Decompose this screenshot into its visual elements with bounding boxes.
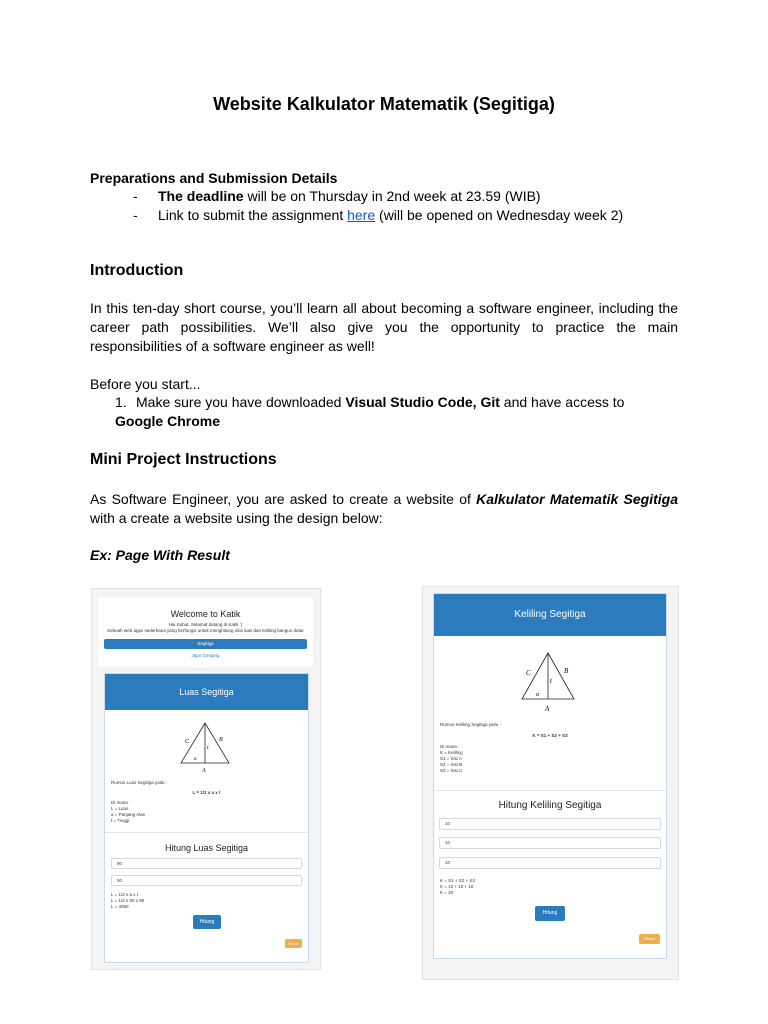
dimana-line: t = Tinggi	[111, 818, 130, 823]
tri-label-a: A	[545, 705, 550, 713]
submit-text-after: (will be opened on Wednesday week 2)	[375, 207, 624, 223]
dimana-line: S2 = Sisi B	[440, 762, 463, 767]
tri-label-alpha: α	[194, 757, 197, 762]
luas-dimana	[111, 800, 145, 824]
keliling-result	[440, 878, 475, 896]
dimana-line: K = Keliling	[440, 750, 463, 755]
result-line: L = 1/2 x a x t	[111, 892, 138, 897]
welcome-jumbotron	[98, 597, 313, 667]
keliling-card-header: Keliling Segitiga	[434, 594, 666, 636]
divider	[434, 790, 666, 791]
dimana-line: Di mana :	[111, 800, 131, 805]
luas-result	[111, 892, 144, 910]
welcome-title: Welcome to Katik	[170, 609, 241, 619]
luas-input-tinggi[interactable]: 90	[111, 875, 302, 886]
luas-triangle-diagram	[177, 719, 237, 777]
list-text-1: Make sure you have downloaded	[136, 394, 346, 410]
list-text-2: and have access to	[499, 394, 625, 410]
deadline-bold: The deadline	[158, 188, 244, 204]
result-line: K = 30	[440, 890, 454, 895]
screenshot-luas	[91, 588, 321, 970]
tri-label-t: t	[207, 745, 209, 751]
keliling-card	[433, 593, 667, 959]
bullet-dash: -	[133, 207, 138, 223]
mini-text-2: with a create a website using the design below:	[90, 510, 383, 526]
mini-text-1: As Software Engineer, you are asked to create a website of	[90, 491, 477, 507]
keliling-reset-button[interactable]: Reset	[639, 934, 660, 944]
tri-label-c: C	[526, 669, 531, 677]
keliling-formula: K = S1 + S2 + S3	[532, 733, 568, 738]
luas-reset-button[interactable]: Reset	[285, 939, 302, 948]
bullet-submit-link	[133, 207, 623, 223]
nav-jajar-genjang-link[interactable]: Jajar Genjang	[191, 653, 220, 658]
keliling-hitung-button[interactable]: Hitung	[535, 906, 565, 921]
dimana-line: S1 = Sisi A	[440, 756, 462, 761]
luas-hitung-button[interactable]: Hitung	[193, 915, 221, 929]
luas-hitung-heading: Hitung Luas Segitiga	[164, 843, 249, 853]
list-bold-2: Google Chrome	[115, 413, 221, 429]
intro-paragraph: In this ten-day short course, you’ll learn all about becoming a software engineer, including the career path possibilities. We’ll also give you the opportunity to practice the main responsibilities of a software engineer as well!	[90, 300, 678, 354]
mini-project-heading: Mini Project Instructions	[90, 451, 277, 468]
submit-here-link[interactable]: here	[347, 207, 376, 223]
nav-segitiga-button[interactable]: Segitiga	[104, 639, 307, 649]
luas-rumus-label: Rumus Luas Segitiga yaitu :	[111, 780, 168, 785]
tri-label-a: A	[202, 768, 206, 774]
tri-label-b: B	[219, 737, 223, 743]
dimana-line: a = Panjang Alas	[111, 812, 145, 817]
tri-label-t: t	[550, 677, 552, 685]
keliling-dimana	[440, 744, 463, 774]
keliling-hitung-heading: Hitung Keliling Segitiga	[498, 800, 602, 811]
welcome-sub1: Hai Sobat, Selamat datang di Katik :)	[168, 622, 243, 627]
luas-input-alas[interactable]: 90	[111, 858, 302, 869]
screenshot-keliling	[422, 586, 679, 980]
keliling-input-s3[interactable]: 10	[439, 857, 661, 869]
tri-label-c: C	[185, 739, 190, 745]
prep-heading: Preparations and Submission Details	[90, 170, 338, 186]
list-bold-1: Visual Studio Code, Git	[345, 394, 500, 410]
luas-formula: L = 1/2 x a x t	[192, 790, 221, 795]
divider	[105, 832, 308, 833]
tri-label-alpha: α	[536, 692, 540, 698]
submit-text-before: Link to submit the assignment	[158, 207, 348, 223]
welcome-sub2: Sebuah web apps sederhana yang berfungsi untuk menghitung nilai luas dan keliling bangun datar	[107, 628, 304, 633]
before-start-text: Before you start...	[90, 376, 201, 392]
keliling-input-s2[interactable]: 10	[439, 837, 661, 849]
dimana-line: L = Luas	[111, 806, 129, 811]
result-line: L = 1/2 x 90 x 90	[111, 898, 145, 903]
dimana-line: Di mana :	[440, 744, 460, 749]
intro-heading: Introduction	[90, 262, 184, 279]
keliling-triangle-diagram	[518, 649, 586, 713]
keliling-input-s1[interactable]: 10	[439, 818, 661, 830]
dimana-line: S3 = Sisi C	[440, 768, 463, 773]
list-item-requirements	[115, 393, 675, 431]
luas-card-header: Luas Segitiga	[105, 674, 308, 710]
result-line: K = S1 + S2 + S3	[440, 878, 475, 883]
tri-label-b: B	[564, 667, 569, 675]
luas-card	[104, 673, 309, 963]
result-line: K = 10 + 10 + 10	[440, 884, 474, 889]
example-label: Ex: Page With Result	[90, 547, 230, 563]
result-line: L = 4050	[111, 904, 129, 909]
mini-project-paragraph	[90, 490, 678, 528]
page-title: Website Kalkulator Matematik (Segitiga)	[213, 94, 555, 114]
list-number: 1.	[115, 394, 127, 410]
bullet-deadline	[133, 188, 541, 204]
keliling-rumus-label: Rumus Keliling Segitiga yaitu :	[440, 722, 501, 727]
bullet-dash: -	[133, 188, 138, 204]
mini-bold-italic: Kalkulator Matematik Segitiga	[476, 491, 678, 507]
deadline-text: will be on Thursday in 2nd week at 23.59 (WIB)	[243, 188, 541, 204]
